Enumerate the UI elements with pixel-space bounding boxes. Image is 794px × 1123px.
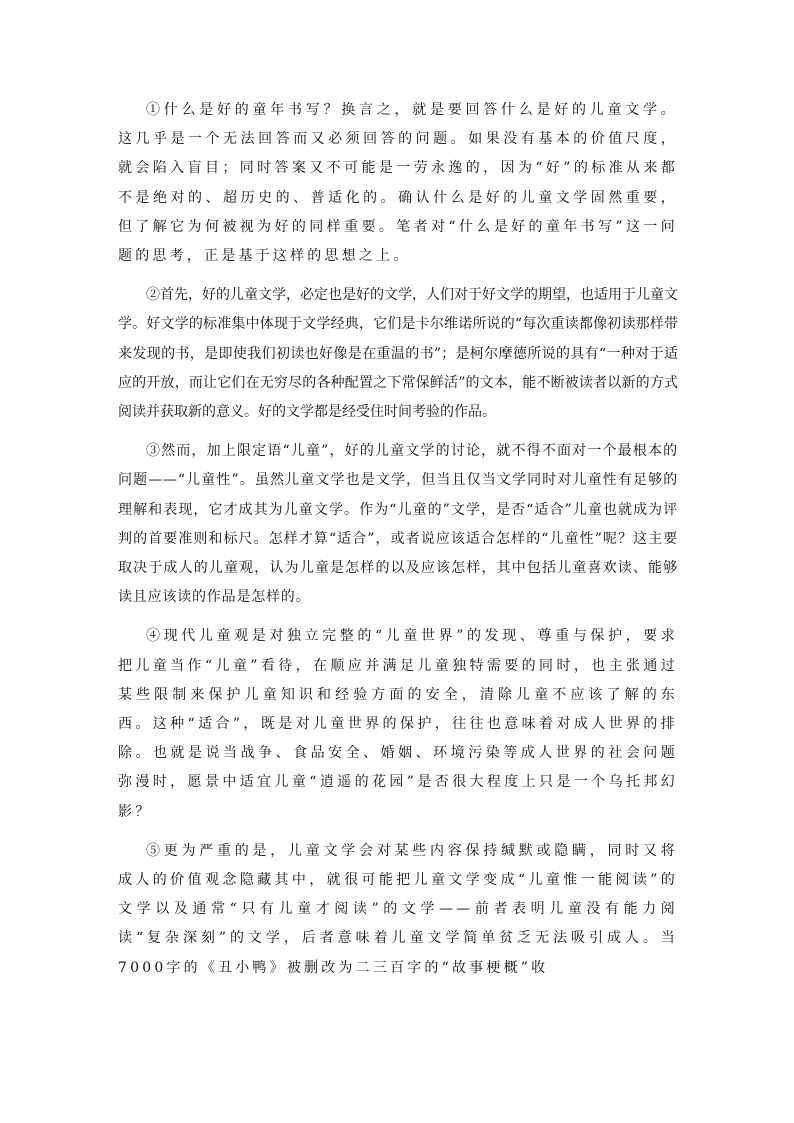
paragraph-2: ②首先，好的儿童文学，必定也是好的文学，人们对于好文学的期望，也适用于儿童文学。好文学的标准集中体现于文学经典，它们是卡尔维诺所说的“每次重读都像初读那样带来发现的书，是即使我们初读也好像是在重温的书”；是柯尔摩德所说的具有“一种对于适应的开放，而让它们在无穷尽的各种配置之下常保鲜活”的文本，能不断被读者以新的方式阅读并获取新的意义。好的文学都是经受住时间考验的作品。: [118, 287, 678, 421]
paragraph-1: ①什么是好的童年书写？换言之，就是要回答什么是好的儿童文学。这几乎是一个无法回答而又必须回答的问题。如果没有基本的价值尺度，就会陷入盲目；同时答案又不可能是一劳永逸的，因为“好”的标准从来都不是绝对的、超历史的、普适化的。确认什么是好的儿童文学固然重要，但了解它为何被视为好的同样重要。笔者对“什么是好的童年书写”这一问题的思考，正是基于这样的思想之上。: [118, 102, 678, 265]
paragraph-3: ③然而，加上限定语“儿童”，好的儿童文学的讨论，就不得不面对一个最根本的问题——“儿童性”。虽然儿童文学也是文学，但当且仅当文学同时对儿童性有足够的理解和表现，它才成其为儿童文学。作为“儿童的”文学，是否“适合”儿童也就成为评判的首要准则和标尺。怎样才算“适合”，或者说应该适合怎样的“儿童性”呢？这主要取决于成人的儿童观，认为儿童是怎样的以及应该怎样，其中包括儿童喜欢读、能够读且应该读的作品是怎样的。: [118, 443, 678, 606]
paragraph-4: ④现代儿童观是对独立完整的“儿童世界”的发现、尊重与保护，要求把儿童当作“儿童”看待，在顺应并满足儿童独特需要的同时，也主张通过某些限制来保护儿童知识和经验方面的安全，清除儿童不应该了解的东西。这种“适合”，既是对儿童世界的保护，往往也意味着对成人世界的排除。也就是说当战争、食品安全、婚姻、环境污染等成人世界的社会问题弥漫时，愿景中适宜儿童“逍遥的花园”是否很大程度上只是一个乌托邦幻影？: [118, 628, 678, 820]
paragraph-5: ⑤更为严重的是，儿童文学会对某些内容保持缄默或隐瞒，同时又将成人的价值观念隐藏其中，就很可能把儿童文学变成“儿童惟一能阅读”的文学以及通常“只有儿童才阅读”的文学——前者表明儿童没有能力阅读“复杂深刻”的文学，后者意味着儿童文学简单贫乏无法吸引成人。当7000字的《丑小鸭》被删改为二三百字的“故事梗概”收: [118, 842, 678, 976]
document-page: [118, 96, 678, 993]
